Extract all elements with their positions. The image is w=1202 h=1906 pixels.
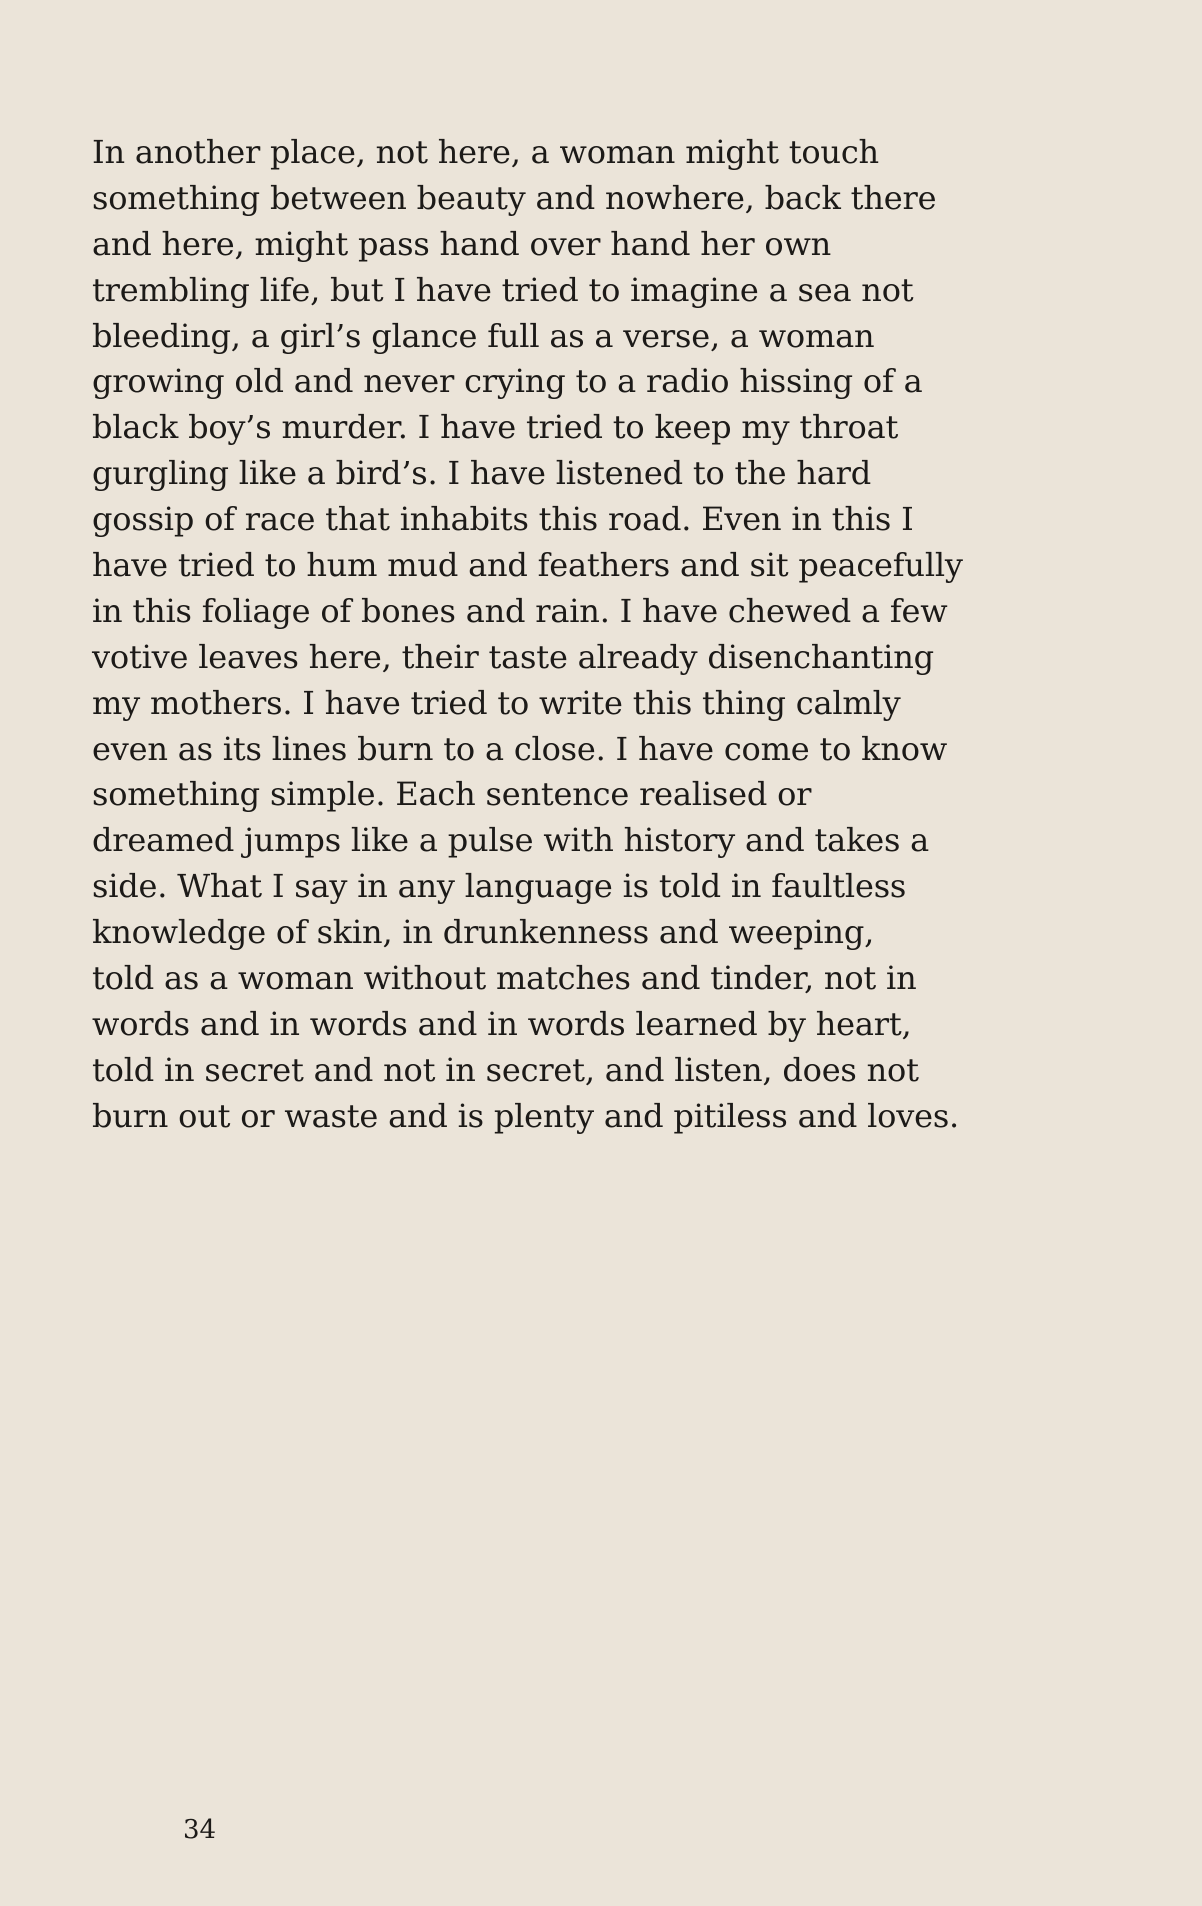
poem-line: and here, might pass hand over hand her own bbox=[92, 224, 832, 263]
poem-line: In another place, not here, a woman might touch bbox=[92, 133, 879, 171]
poem-line: votive leaves here, their taste already disenchanting bbox=[92, 637, 934, 676]
poem-line: bleeding, a girl’s glance full as a verse, a woman bbox=[92, 316, 875, 355]
poem-line: dreamed jumps like a pulse with history and takes a bbox=[92, 821, 930, 860]
poem-line: growing old and never crying to a radio hissing of a bbox=[92, 362, 923, 401]
poem-line: burn out or waste and is plenty and pitiless and loves. bbox=[92, 1096, 960, 1135]
poem-line: trembling life, but I have tried to imagine a sea not bbox=[92, 270, 914, 309]
poem-line: in this foliage of bones and rain. I have chewed a few bbox=[92, 591, 948, 630]
poem-line: words and in words and in words learned by heart, bbox=[92, 1004, 912, 1043]
poem-line: side. What I say in any language is told in faultless bbox=[92, 867, 907, 906]
poem-line: have tried to hum mud and feathers and sit peacefully bbox=[92, 546, 963, 585]
poem-line: told as a woman without matches and tinder, not in bbox=[92, 959, 917, 998]
poem-line: gossip of race that inhabits this road. Even in this I bbox=[92, 500, 914, 539]
poem-line: told in secret and not in secret, and listen, does not bbox=[92, 1050, 919, 1089]
poem-line: black boy’s murder. I have tried to keep my throat bbox=[92, 408, 899, 447]
poem-line: even as its lines burn to a close. I have come to know bbox=[92, 729, 948, 768]
poem-text bbox=[92, 130, 1132, 1140]
page-number: 34 bbox=[183, 1815, 217, 1845]
poem-line: something between beauty and nowhere, back there bbox=[92, 178, 937, 217]
poem-line: knowledge of skin, in drunkenness and weeping, bbox=[92, 913, 875, 952]
poem-line: something simple. Each sentence realised or bbox=[92, 775, 812, 814]
poem-line: my mothers. I have tried to write this thing calmly bbox=[92, 683, 901, 722]
poem-line: gurgling like a bird’s. I have listened to the hard bbox=[92, 454, 871, 493]
